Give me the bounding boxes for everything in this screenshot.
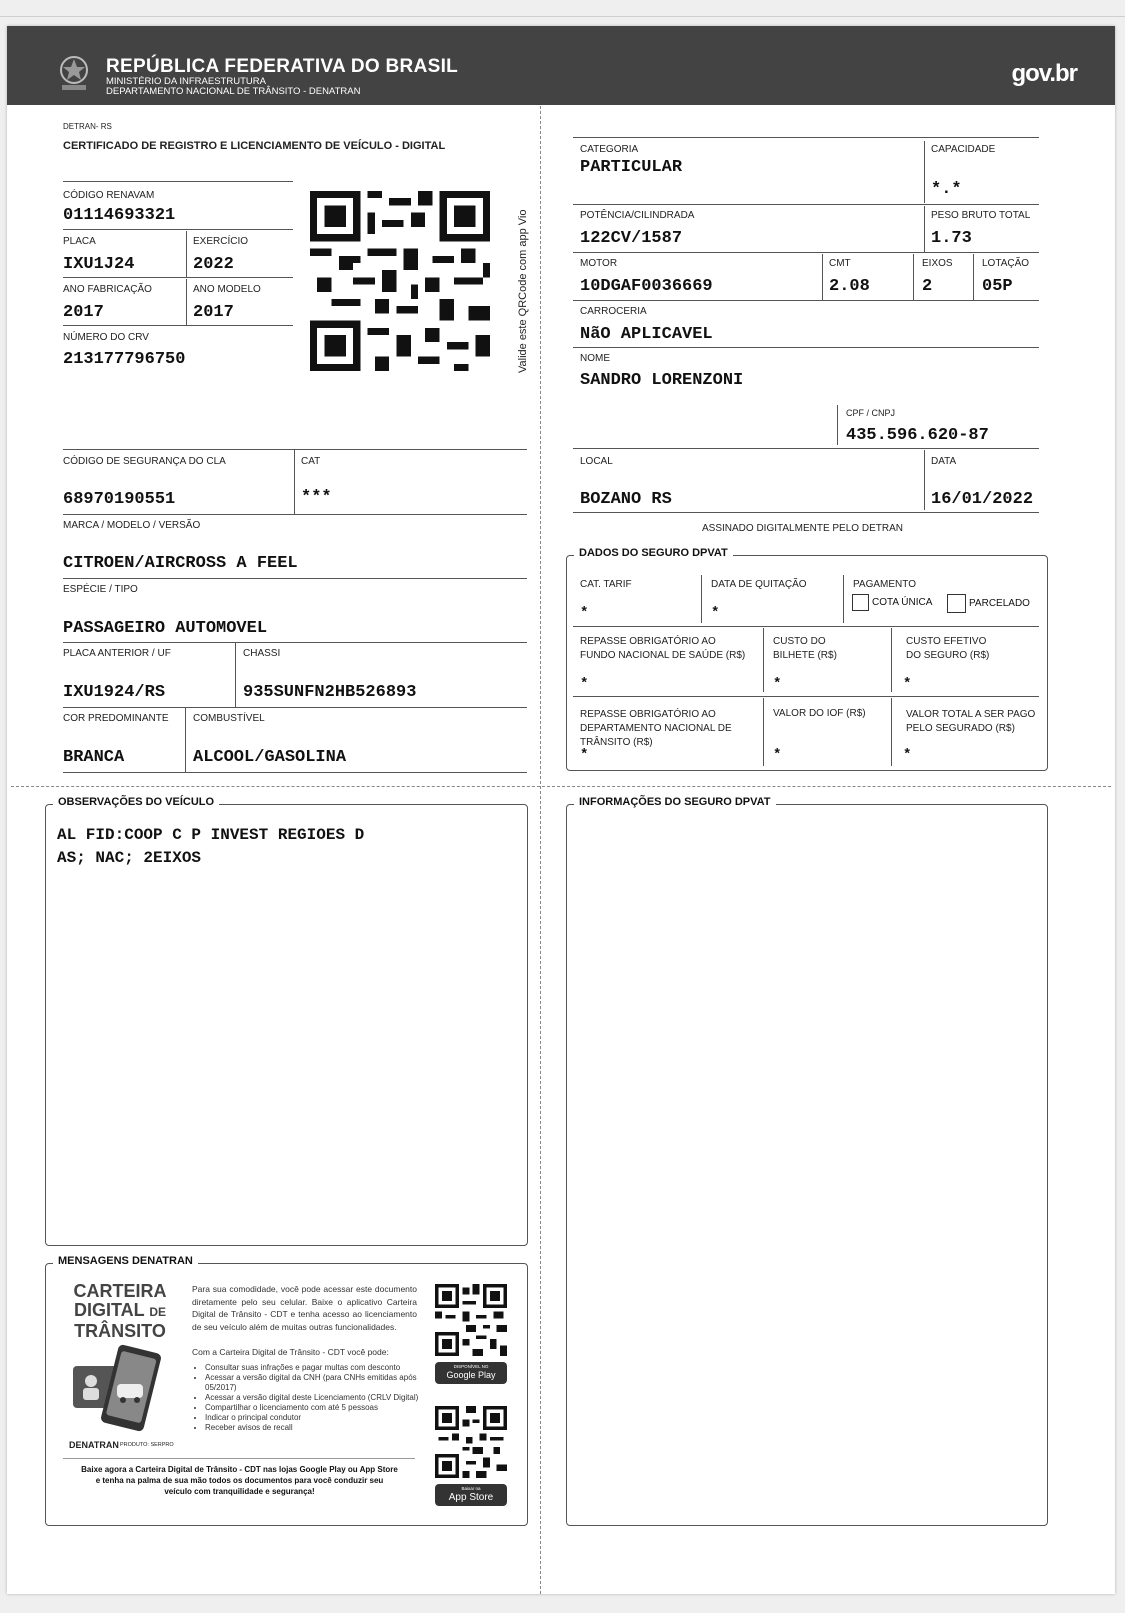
cota-unica-option[interactable]: COTA ÚNICA (852, 594, 932, 611)
cota-unica-checkbox[interactable] (852, 594, 869, 611)
combustivel-value: ALCOOL/GASOLINA (193, 748, 347, 767)
marca-value: CITROEN/AIRCROSS A FEEL (63, 554, 298, 573)
peso-value: 1.73 (931, 229, 972, 248)
nome-value: SANDRO LORENZONI (580, 371, 744, 390)
cdt-phone-illustration-icon (71, 1344, 175, 1434)
repasse-saude-value: * (580, 676, 589, 692)
mensagens-title: MENSAGENS DENATRAN (53, 1255, 198, 1267)
header-department: DEPARTAMENTO NACIONAL DE TRÂNSITO - DENATRAN (106, 86, 361, 97)
cdt-feature-item: • Compartilhar o licenciamento com até 5 pessoas (205, 1403, 430, 1413)
header-title: REPÚBLICA FEDERATIVA DO BRASIL (106, 56, 459, 77)
observacoes-box (45, 804, 528, 1246)
custo-efetivo-label: CUSTO EFETIVO DO SEGURO (R$) (906, 636, 990, 661)
parcelado-option[interactable]: PARCELADO (947, 594, 1030, 613)
eixos-label: EIXOS (922, 258, 953, 269)
cdt-logo: CARTEIRA DIGITAL DE TRÂNSITO (73, 1281, 167, 1341)
cpf-value: 435.596.620-87 (846, 426, 989, 445)
ano-modelo-value: 2017 (193, 303, 234, 322)
header-ministry: MINISTÉRIO DA INFRAESTRUTURA (106, 76, 266, 87)
serpro-label: PRODUTO: SERPRO (120, 1442, 174, 1448)
brazil-coat-of-arms-icon (57, 54, 91, 94)
ano-fabricacao-value: 2017 (63, 303, 104, 322)
cla-value: 68970190551 (63, 490, 176, 509)
cpf-label: CPF / CNPJ (846, 408, 896, 418)
cdt-features-list (192, 1363, 430, 1433)
cdt-feature-item: • Receber avisos de recall (205, 1423, 430, 1433)
assinado-text: ASSINADO DIGITALMENTE PELO DETRAN (702, 523, 903, 534)
cdt-footer: Baixe agora a Carteira Digital de Trânsito - CDT nas lojas Google Play ou App Store e tenha na palma de sua mão todos os documentos para você conduzir seu veículo com tranquilidade e segurança! (81, 1465, 398, 1496)
google-play-qr-code[interactable] (435, 1284, 507, 1356)
document-title: CERTIFICADO DE REGISTRO E LICENCIAMENTO DE VEÍCULO - DIGITAL (63, 140, 446, 152)
potencia-label: POTÊNCIA/CILINDRADA (580, 210, 695, 221)
cat-label: CAT (301, 456, 321, 467)
especie-value: PASSAGEIRO AUTOMOVEL (63, 619, 268, 638)
exercicio-value: 2022 (193, 255, 234, 274)
nome-label: NOME (580, 353, 610, 364)
custo-bilhete-value: * (773, 676, 782, 692)
cat-tarif-value: * (580, 605, 589, 621)
lotacao-value: 05P (982, 277, 1013, 296)
cor-label: COR PREDOMINANTE (63, 713, 169, 724)
placa-anterior-label: PLACA ANTERIOR / UF (63, 648, 171, 659)
data-value: 16/01/2022 (931, 490, 1034, 509)
categoria-label: CATEGORIA (580, 144, 639, 155)
custo-efetivo-value: * (903, 676, 912, 692)
app-store-qr-code[interactable] (435, 1406, 507, 1478)
cat-tarif-label: CAT. TARIF (580, 579, 632, 590)
cdt-feature-item: • Consultar suas infrações e pagar multas com desconto (205, 1363, 430, 1373)
renavam-value: 01114693321 (63, 206, 176, 225)
local-label: LOCAL (580, 456, 613, 467)
dpvat-title: DADOS DO SEGURO DPVAT (574, 547, 733, 559)
eixos-value: 2 (922, 277, 933, 296)
data-label: DATA (931, 456, 957, 467)
marca-label: MARCA / MODELO / VERSÃO (63, 520, 201, 531)
document-page (7, 26, 1115, 1594)
capacidade-value: *.* (931, 180, 962, 199)
cmt-label: CMT (829, 258, 851, 269)
pagamento-label: PAGAMENTO (853, 579, 916, 590)
google-play-badge[interactable]: DISPONÍVEL NO Google Play (435, 1362, 507, 1384)
ano-modelo-label: ANO MODELO (193, 284, 261, 295)
chassi-value: 935SUNFN2HB526893 (243, 683, 417, 702)
placa-anterior-value: IXU1924/RS (63, 683, 166, 702)
carroceria-value: NãO APLICAVEL (580, 325, 713, 344)
center-divider (540, 106, 541, 1594)
observacoes-title: OBSERVAÇÕES DO VEÍCULO (53, 796, 219, 808)
carroceria-label: CARROCERIA (580, 306, 647, 317)
detran-label: DETRAN- RS (63, 122, 112, 131)
valor-total-value: * (903, 747, 912, 763)
middle-divider (11, 786, 1111, 787)
valor-iof-value: * (773, 747, 782, 763)
crv-label: NÚMERO DO CRV (63, 332, 149, 343)
motor-value: 10DGAF0036669 (580, 277, 713, 296)
qr-caption: Valide este QRCode com app Vio (517, 209, 529, 373)
observacoes-line-1: AL FID:COOP C P INVEST REGIOES D (57, 826, 365, 844)
exercicio-label: EXERCÍCIO (193, 236, 249, 247)
repasse-denatran-label: REPASSE OBRIGATÓRIO AO DEPARTAMENTO NACIONAL DE TRÂNSITO (R$) (580, 709, 732, 748)
renavam-label: CÓDIGO RENAVAM (63, 190, 155, 201)
categoria-value: PARTICULAR (580, 158, 683, 177)
lotacao-label: LOTAÇÃO (982, 258, 1030, 269)
capacidade-label: CAPACIDADE (931, 144, 996, 155)
denatran-label: DENATRAN (69, 1440, 119, 1450)
chassi-label: CHASSI (243, 648, 281, 659)
placa-label: PLACA (63, 236, 96, 247)
potencia-value: 122CV/1587 (580, 229, 683, 248)
repasse-saude-label: REPASSE OBRIGATÓRIO AO FUNDO NACIONAL DE SAÚDE (R$) (580, 636, 746, 661)
cdt-feature-item: • Acessar a versão digital deste Licenciamento (CRLV Digital) (205, 1393, 430, 1403)
info-dpvat-box (566, 804, 1048, 1526)
peso-label: PESO BRUTO TOTAL (931, 210, 1031, 221)
especie-label: ESPÉCIE / TIPO (63, 584, 138, 595)
combustivel-label: COMBUSTÍVEL (193, 713, 265, 724)
cmt-value: 2.08 (829, 277, 870, 296)
local-value: BOZANO RS (580, 490, 672, 509)
repasse-denatran-value: * (580, 747, 589, 763)
valor-total-label: VALOR TOTAL A SER PAGO PELO SEGURADO (R$) (906, 709, 1036, 734)
ano-fabricacao-label: ANO FABRICAÇÃO (63, 284, 152, 295)
app-store-badge[interactable]: Baixar na App Store (435, 1484, 507, 1506)
govbr-logo: gov.br (1011, 60, 1077, 87)
crv-value: 213177796750 (63, 350, 186, 369)
cor-value: BRANCA (63, 748, 125, 767)
valor-iof-label: VALOR DO IOF (R$) (773, 708, 866, 719)
window-top-border (0, 16, 1125, 17)
data-quitacao-value: * (711, 605, 720, 621)
cla-label: CÓDIGO DE SEGURANÇA DO CLA (63, 456, 226, 467)
observacoes-line-2: AS; NAC; 2EIXOS (57, 849, 202, 867)
info-dpvat-title: INFORMAÇÕES DO SEGURO DPVAT (574, 796, 776, 808)
cdt-intro: Com a Carteira Digital de Trânsito - CDT você pode: (192, 1347, 389, 1357)
motor-label: MOTOR (580, 258, 618, 269)
cdt-paragraph: Para sua comodidade, você pode acessar este documento diretamente pelo seu celular. Baixe o aplicativo Carteira Digital de Trânsito - CDT e tenha acesso ao licenciamento de seu veículo além de muitas outras funcionalidades. (192, 1284, 417, 1332)
parcelado-checkbox[interactable] (947, 594, 966, 613)
document-header (7, 26, 1115, 105)
cat-value: *** (301, 488, 332, 507)
data-quitacao-label: DATA DE QUITAÇÃO (711, 579, 807, 590)
cdt-feature-item: • Indicar o principal condutor (205, 1413, 430, 1423)
vio-qr-code[interactable] (310, 191, 490, 371)
placa-value: IXU1J24 (63, 255, 135, 274)
cdt-feature-item: • Acessar a versão digital da CNH (para CNHs emitidas após 05/2017) (205, 1373, 430, 1393)
custo-bilhete-label: CUSTO DO BILHETE (R$) (773, 636, 837, 661)
